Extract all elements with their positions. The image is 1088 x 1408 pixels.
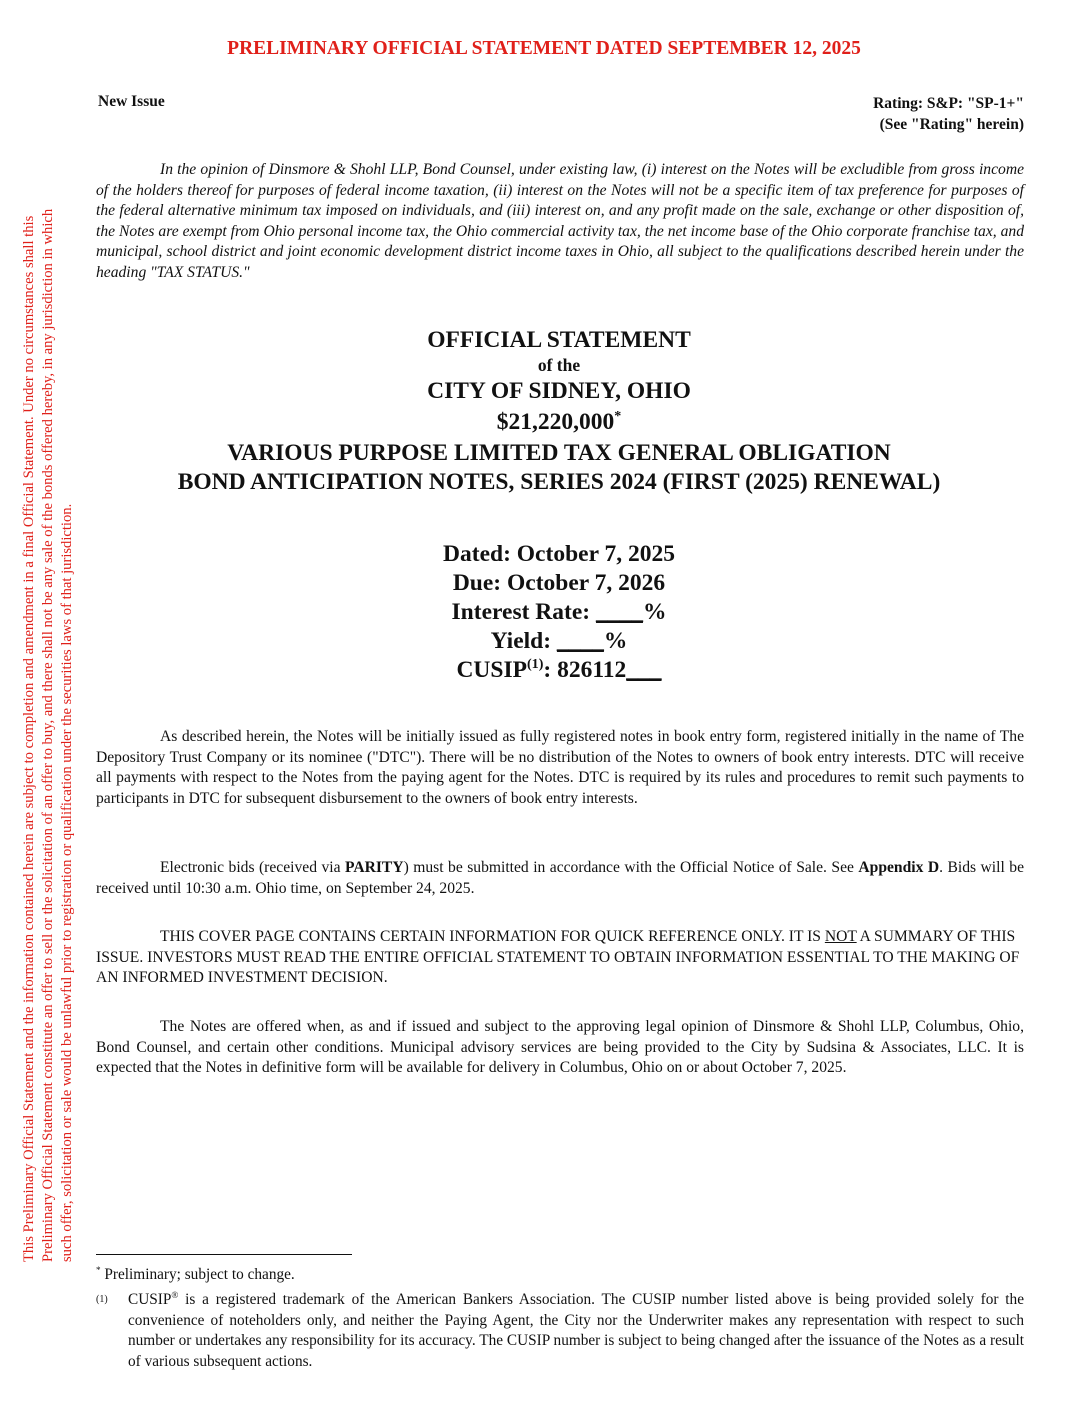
yield-suffix: % [603,628,628,654]
footnote-mark: (1) [96,1294,108,1305]
book-entry-paragraph: As described herein, the Notes will be initially issued as fully registered notes in book entry form, registered initially in the name of The Depository Trust Company or its nominee ("DTC"). There will be no distribution of the Notes to owners of book entry interests. DTC will receive all payments with respect to the Notes from the paying agent for the Notes. DTC is required by its rules and procedures to remit such payments to participants in DTC for subsequent disbursement to the owners of book entry interests. [96,728,1024,807]
amount-footnote-mark: * [614,408,622,425]
rating-block [873,93,1024,135]
cusip-blank: ___ [626,657,662,683]
side-disclaimer-line: This Preliminary Official Statement and the information contained herein are subject to completion and amendment in a final Official Statement. Under no circumstances shall this [21,215,37,1262]
interest-rate-blank: ____ [595,599,643,625]
amount-value: $21,220,000 [496,409,615,435]
appendix-d-reference: Appendix D [858,859,940,876]
yield-label: Yield: [490,628,557,654]
title-block [0,326,1088,497]
new-issue-label: New Issue [98,93,165,110]
title-issuer: CITY OF SIDNEY, OHIO [427,378,691,404]
footnote-cusip [96,1290,1024,1372]
tax-opinion: In the opinion of Dinsmore & Shohl LLP, Bond Counsel, under existing law, (i) interest on the Notes will be excludible from gross income of the holders thereof for purposes of federal income taxation, (ii) interest on the Notes will not be a specific item of tax preference for purposes of the federal alternative minimum tax imposed on individuals, and (iii) interest on, and any profit made on the sale, exchange or other disposition of, the Notes are exempt from Ohio personal income tax, the Ohio commercial activity tax, the net income base of the Ohio corporate franchise tax, and municipal, school district and joint economic development district income taxes in Ohio, all subject to the qualifications described herein under the heading "TAX STATUS." [96,161,1024,281]
title-issue-line-1: VARIOUS PURPOSE LIMITED TAX GENERAL OBLIGATION [227,440,891,466]
yield-blank: ____ [556,628,604,654]
not-emphasis: NOT [824,928,857,945]
rating-line: Rating: S&P: "SP-1+" [873,95,1024,112]
footnote-body: CUSIP® is a registered trademark of the American Bankers Association. The CUSIP number listed above is being provided solely for the convenience of noteholders only, and neither the Paying Agent, the City nor the Underwriter makes any representation with respect to such number or undertakes any responsibility for its accuracy. The CUSIP number is subject to being changed after the issuance of the Notes as a result of various subsequent actions. [128,1289,1024,1370]
footnote-mark: * [96,1264,101,1275]
preliminary-header: PRELIMINARY OFFICIAL STATEMENT DATED SEPTEMBER 12, 2025 [227,38,861,59]
cusip-footnote-mark: (1) [526,656,544,673]
interest-rate-label: Interest Rate: [451,599,596,625]
side-disclaimer-line: Preliminary Official Statement constitute an offer to sell or the solicitation of an offer to buy, and there shall not be any sale of the bonds offered hereby, in any jurisdiction in which [40,208,56,1262]
footnote-text: Preliminary; subject to change. [100,1266,295,1283]
footnote-divider [96,1254,352,1255]
footnote-preliminary [96,1265,295,1285]
due-line: Due: October 7, 2026 [452,570,666,596]
title-issue-line-2: BOND ANTICIPATION NOTES, SERIES 2024 (FIRST (2025) RENEWAL) [177,469,941,495]
title-of-the: of the [537,355,581,375]
title-amount [0,408,1088,436]
side-disclaimer-line: such offer, solicitation or sale would be unlawful prior to registration or qualification under the securities laws of that jurisdiction. [59,503,75,1262]
parity-text: PARITY [344,859,404,876]
cusip-label: CUSIP [456,657,527,683]
title-official-statement: OFFICIAL STATEMENT [427,327,691,353]
cover-page-notice: THIS COVER PAGE CONTAINS CERTAIN INFORMATION FOR QUICK REFERENCE ONLY. IT IS NOT A SUMMARY OF THIS ISSUE. INVESTORS MUST READ THE ENTIRE OFFICIAL STATEMENT TO OBTAIN INFORMATION ESSENTIAL TO THE MAKING OF AN INFORMED INVESTMENT DECISION. [96,928,1020,987]
offering-paragraph: The Notes are offered when, as and if issued and subject to the approving legal opinion of Dinsmore & Shohl LLP, Columbus, Ohio, Bond Counsel, and certain other conditions. Municipal advisory services are being provided to the City by Sudsina & Associates, LLC. It is expected that the Notes in definitive form will be available for delivery in Columbus, Ohio on or about October 7, 2025. [96,1018,1024,1077]
interest-rate-line [0,598,1088,627]
dated-line: Dated: October 7, 2025 [443,541,675,567]
yield-line [0,627,1088,656]
cusip-value: : 826112 [543,657,627,683]
interest-rate-suffix: % [642,599,667,625]
bids-paragraph: Electronic bids (received via PARITY) must be submitted in accordance with the Official Notice of Sale. See Appendix D. Bids will be received until 10:30 a.m. Ohio time, on September 24, 2025. [96,859,1024,897]
registered-mark: ® [171,1289,179,1300]
cusip-line [0,656,1088,685]
rating-reference: (See "Rating" herein) [879,116,1024,133]
terms-block [0,540,1088,685]
